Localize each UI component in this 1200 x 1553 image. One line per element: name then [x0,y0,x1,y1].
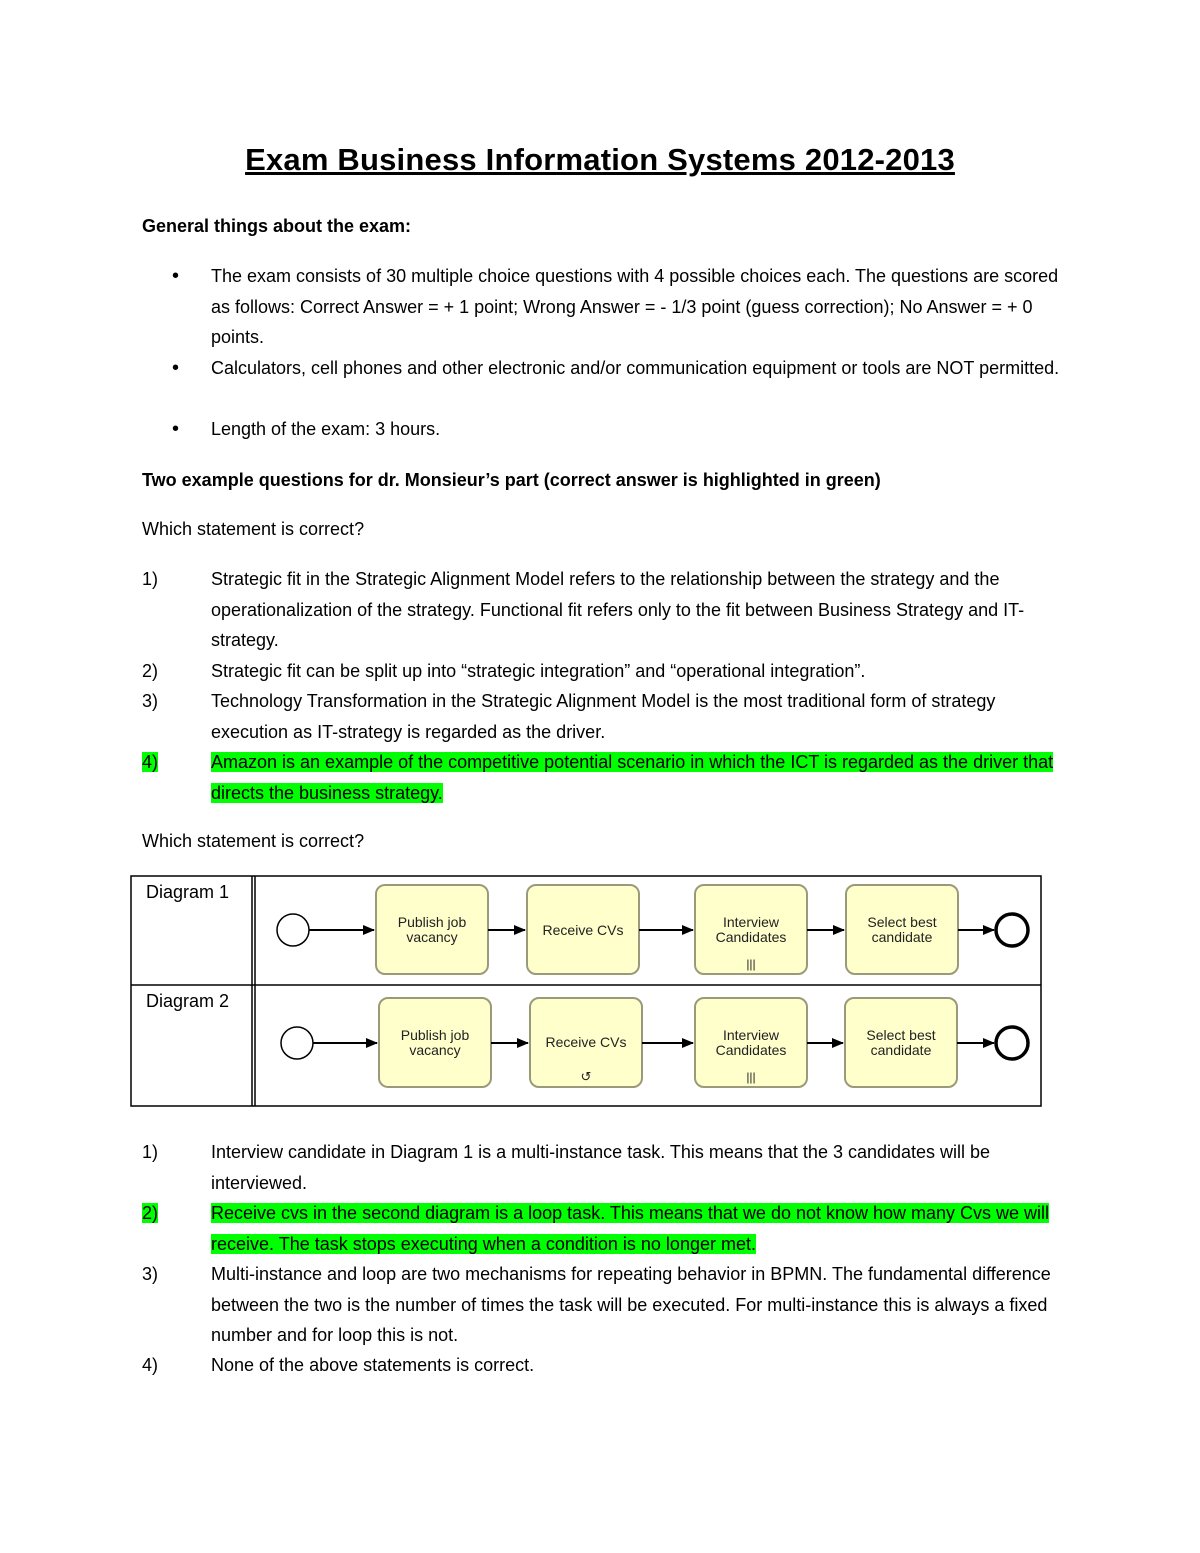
option-text: Interview candidate in Diagram 1 is a multi-instance task. This means that the 3 candidates will be interviewed. [211,1142,991,1193]
q1-option [142,656,1072,687]
task-label: Receive CVs [545,1034,627,1050]
option-number [142,1198,202,1229]
general-bullet-text: The exam consists of 30 multiple choice questions with 4 possible choices each. The questions are scored as follows: Correct Answer = + 1 point; Wrong Answer = - 1/3 point (guess correction); No Answer = + 0 points. [211,266,1059,347]
examples-heading: Two example questions for dr. Monsieur’s part (correct answer is highlighted in green) [142,470,881,490]
task-label: Interview [722,914,780,930]
document-title: Exam Business Information Systems 2012-2013 [245,142,955,177]
option-number [142,747,202,778]
bullet-icon: • [172,418,180,440]
q2-option [142,1137,1072,1198]
option-text [211,747,1072,808]
task-label: candidate [870,1042,932,1058]
option-number: 3) [142,691,159,711]
q1-option [142,686,1072,747]
option-number: 3) [142,1264,159,1284]
q1-option-correct [142,747,1072,808]
task-label: Select best [866,1027,936,1043]
option-text: Strategic fit in the Strategic Alignment Model refers to the relationship between the strategy and the operationalization of the strategy. Functional fit refers only to the fit between Business Strategy and IT-strategy. [211,569,1025,650]
task-label: Candidates [715,929,787,945]
task-label: candidate [871,929,933,945]
bpmn-diagram-table [130,875,1042,1107]
end-event-icon [996,1027,1028,1059]
task-label: vacancy [409,1042,461,1058]
general-bullet [142,261,1072,353]
q2-option [142,1350,1072,1381]
q2-option-correct [142,1198,1072,1259]
task-label: Candidates [715,1042,787,1058]
option-text: None of the above statements is correct. [211,1355,535,1375]
general-bullet-text: Calculators, cell phones and other electronic and/or communication equipment or tools are NOT permitted. [211,358,1060,378]
diagram-1-label: Diagram 1 [146,882,230,902]
option-number: 1) [142,569,159,589]
diagram-2 [281,998,1028,1087]
option-number-highlight: 4) [142,752,159,772]
start-event-icon [281,1027,313,1059]
bullet-icon: • [172,265,180,287]
q1-option [142,564,1072,656]
task-label: Select best [867,914,937,930]
q2-prompt: Which statement is correct? [142,831,365,851]
general-bullet-text: Length of the exam: 3 hours. [211,419,441,439]
option-text [211,1198,1072,1259]
diagram-1 [277,885,1028,974]
bullet-icon: • [172,357,180,379]
q2-option [142,1259,1072,1351]
option-text: Technology Transformation in the Strategic Alignment Model is the most traditional form of strategy execution as IT-strategy is regarded as the driver. [211,691,996,742]
task-label: Publish job [397,914,467,930]
option-number-highlight: 2) [142,1203,159,1223]
option-number: 2) [142,661,159,681]
general-heading: General things about the exam: [142,216,412,236]
end-event-icon [996,914,1028,946]
multi-instance-icon: ||| [746,957,756,971]
task-label: Receive CVs [542,922,624,938]
option-number: 4) [142,1355,159,1375]
loop-marker-icon: ↺ [580,1070,592,1085]
general-bullet [142,353,1072,384]
task-label: vacancy [406,929,458,945]
option-text-highlight: Receive cvs in the second diagram is a loop task. This means that we do not know how many Cvs we will receive. The task stops executing when a condition is no longer met. [211,1203,1050,1254]
option-number: 1) [142,1142,159,1162]
task-label: Interview [722,1027,780,1043]
task-label: Publish job [400,1027,470,1043]
multi-instance-icon: ||| [746,1070,756,1084]
q1-prompt: Which statement is correct? [142,519,365,539]
option-text-highlight: Amazon is an example of the competitive potential scenario in which the ICT is regarded as the driver that directs the business strategy. [211,752,1054,803]
diagram-2-label: Diagram 2 [146,991,230,1011]
option-text: Multi-instance and loop are two mechanisms for repeating behavior in BPMN. The fundamental difference between the two is the number of times the task will be executed. For multi-instance this is always a fixed number and for loop this is not. [211,1264,1051,1345]
option-text: Strategic fit can be split up into “strategic integration” and “operational integration”. [211,661,866,681]
start-event-icon [277,914,309,946]
general-bullet [142,414,1072,445]
